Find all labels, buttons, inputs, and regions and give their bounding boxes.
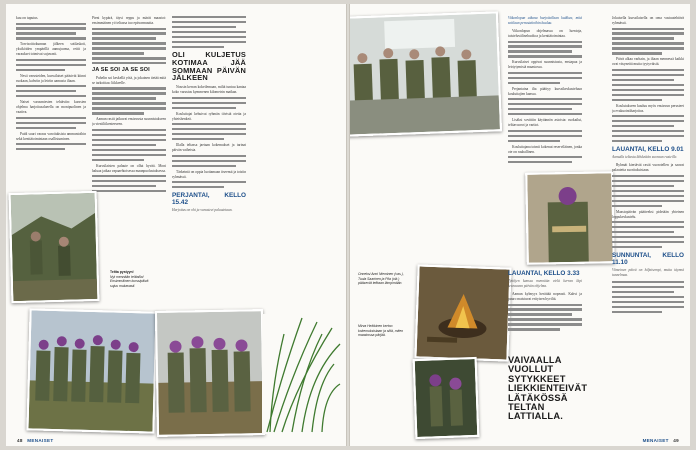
time-heading: LAUANTAI, KELLO 3.33 — [508, 270, 580, 277]
magazine-name: MENAISET — [642, 438, 669, 443]
body-text: Viikonlopun ohjelmassa on luentoja, taisteluvälinehuoltoa ja kenttätoimintaa. — [508, 29, 582, 38]
body-text: Maastopäivän päätteeksi pidetään yhteinen loppukeskustelu. — [612, 209, 684, 219]
body-text: Perjantaina ilta päättyy kurssikeskusteluun kouluttajien kanssa. — [508, 86, 582, 96]
body-text: Nousin kerran kokeilemaan, miltä tuntuu kantaa koko varustus kymmenen kilometrin matkan. — [172, 85, 246, 95]
lead-text: Tyttöjen kanssa mennään vielä kerran läpi seuraavan päivän ohjelma. — [508, 279, 582, 288]
photo-spruce-twigs — [262, 314, 342, 434]
photo-image — [28, 310, 155, 431]
right-column-1b — [508, 266, 582, 350]
right-column-2 — [612, 16, 684, 436]
body-text: Torvisoittokunnan jälkeen sotilaskoti, yksiköiden ympärillä aamujuoma, reitit ja varaukset toimivat sujuvasti. — [16, 42, 86, 57]
page-number: 49 — [673, 438, 679, 443]
body-text: Jokaisella kurssilaisella on oma vastuutehtävä ryhmässä. — [612, 16, 684, 25]
body-text: Kouluttajat kehuivat ryhmän tiivistä otetta ja yhteishenkeä. — [172, 111, 246, 121]
body-text: Kurssilaisten palaute on ollut hyvää. Moni haluaa jatkaa vapaaehtoisessa maanpuolustuksessa. — [92, 163, 166, 173]
photo-caption — [358, 324, 410, 338]
body-text: Aamun kylmyys herättää nopeasti. Kahvi ja puuro maistuvat erityisen hyviltä. — [508, 292, 582, 301]
lead-text: Viimeinen päivä on hiljaisempi, mutta täynnä tunnelmaa. — [612, 268, 684, 278]
pull-quote: VAIVAALLA VUOLLUT SYTYKKEET LIEKKIENTEIVÄT LÄTÄKÖSSÄ TELTAN LATTIALLA. — [508, 355, 588, 422]
lead-text: Viikonlopun aikana harjoitellaan kaikkea, mitä sotilaan perustaitoihin kuuluu. — [508, 16, 582, 25]
page-number: 48 — [17, 438, 23, 443]
body-text: Koulutukseen kuuluu myös ensiavun perusteet ja evakuointiharjoitus. — [612, 103, 684, 113]
photo-image — [527, 173, 613, 262]
caption-title: Teltta pystyyn! — [110, 270, 134, 274]
photo-image — [157, 311, 263, 435]
left-column-3 — [172, 16, 246, 278]
left-page — [6, 4, 346, 446]
body-text: Ryhmät kiertävät rastit vuorotellen ja saavat palautetta suorituksistaan. — [612, 163, 684, 173]
caption-body: Nyt mennään telttailla! Ensimmäinen kurssipäivä sujuu mukavasti. — [110, 274, 149, 288]
photo-image — [350, 13, 500, 134]
body-text: Puhelin soi keskellä yötä, ja jokainen tietää mitä se tarkoittaa: liikkeelle. — [92, 75, 166, 85]
photo-group-purple-hats — [26, 308, 157, 433]
photo-image — [11, 193, 98, 301]
body-text: Aamun rastit jatkuvat ensiavusta suunnistukseen ja viestiliikenteeseen. — [92, 117, 166, 127]
body-text: kuu on tuputus. — [16, 16, 39, 20]
time-heading: PERJANTAI, KELLO 15.42 — [172, 192, 246, 207]
left-folio — [14, 438, 53, 443]
body-text: Pieni kypärä, täysi reppu ja märät maastot: ensimmäinen yö teltassa tuo epävarmuutta. — [92, 16, 166, 25]
body-text: Tärkeintä on oppia luottamaan itseensä ja toisiin ryhmässä. — [172, 169, 246, 179]
photo-tent-building — [9, 191, 100, 303]
right-column-1 — [508, 16, 582, 176]
time-heading: LAUANTAI, KELLO 9.01 — [612, 146, 684, 154]
body-text: Nesti varusteiden, kurssilaiset pääsivät kiinni ruokaan, kahviin ja leiriin aamusta iltaan. — [16, 73, 86, 83]
column-headline: OLI KULJETUS KOTIMAA JÄÄ SOMMAAN PÄIVÄN JÄLKEEN — [172, 50, 246, 83]
body-text: Kouluttajana toimii kokenut reserviläinen, jonka ote on rauhallinen. — [508, 144, 582, 154]
left-column-1 — [16, 16, 86, 196]
caption-body: Onneksi Anni Nieminen (vas.), Tuula Saarinen ja Piia (oik.) pääsevät telttaan lämpimään. — [358, 272, 404, 286]
photo-woodcarving — [525, 171, 615, 265]
photo-classroom — [350, 11, 502, 136]
subheading: JA SE SOI JA SE SOI — [92, 67, 150, 74]
photo-image — [415, 359, 478, 437]
lead-text: Harjoitus on ohi ja varusteet palautetaan. — [172, 208, 233, 213]
photo-image — [416, 266, 509, 359]
body-text: Paidi suuri varaus varoituksista ammuntoihin sekä kenttätoimintaan osallistuminen. — [16, 131, 86, 141]
photo-campfire — [414, 264, 511, 361]
right-folio — [643, 438, 682, 443]
right-page — [350, 4, 690, 446]
body-text: Kurssilaiset oppivat suunnistusta, ensiapua ja leiriytymistä maastossa. — [508, 60, 582, 70]
photo-caption — [358, 272, 410, 286]
photo-group-field — [155, 309, 265, 437]
photo-caption — [110, 270, 150, 288]
lead-text: Aamulla teltasta lähdetään suoraan rasteille. — [612, 155, 678, 160]
left-column-2 — [92, 16, 166, 278]
photo-image — [262, 314, 342, 434]
body-text: Päivä alkaa varhain, ja iltaan mennessä kaikki ovat väsyneitä mutta tyytyväisiä. — [612, 57, 684, 67]
magazine-name: MENAISET — [27, 438, 54, 443]
body-text: Lisäksi sovittiin käytännön asioista: ruokailut, telttavuorot ja vartiot. — [508, 118, 582, 128]
body-text: Naiset varusmiesten tehtäviin: kurssien ohjelma harjoitusalueella on monipuolinen ja vaativa. — [16, 100, 86, 115]
caption-body: Mirva Heikkinen kertoo kokemuksistaan ja siitä, miten maastossa pärjää. — [358, 324, 404, 338]
body-text: Illalla teltassa jaetaan kokemukset ja tarinat päivän vaiheista. — [172, 143, 246, 153]
photo-forest-walk — [413, 357, 480, 439]
time-heading: SUNNUNTAI, KELLO 11.10 — [612, 252, 684, 267]
